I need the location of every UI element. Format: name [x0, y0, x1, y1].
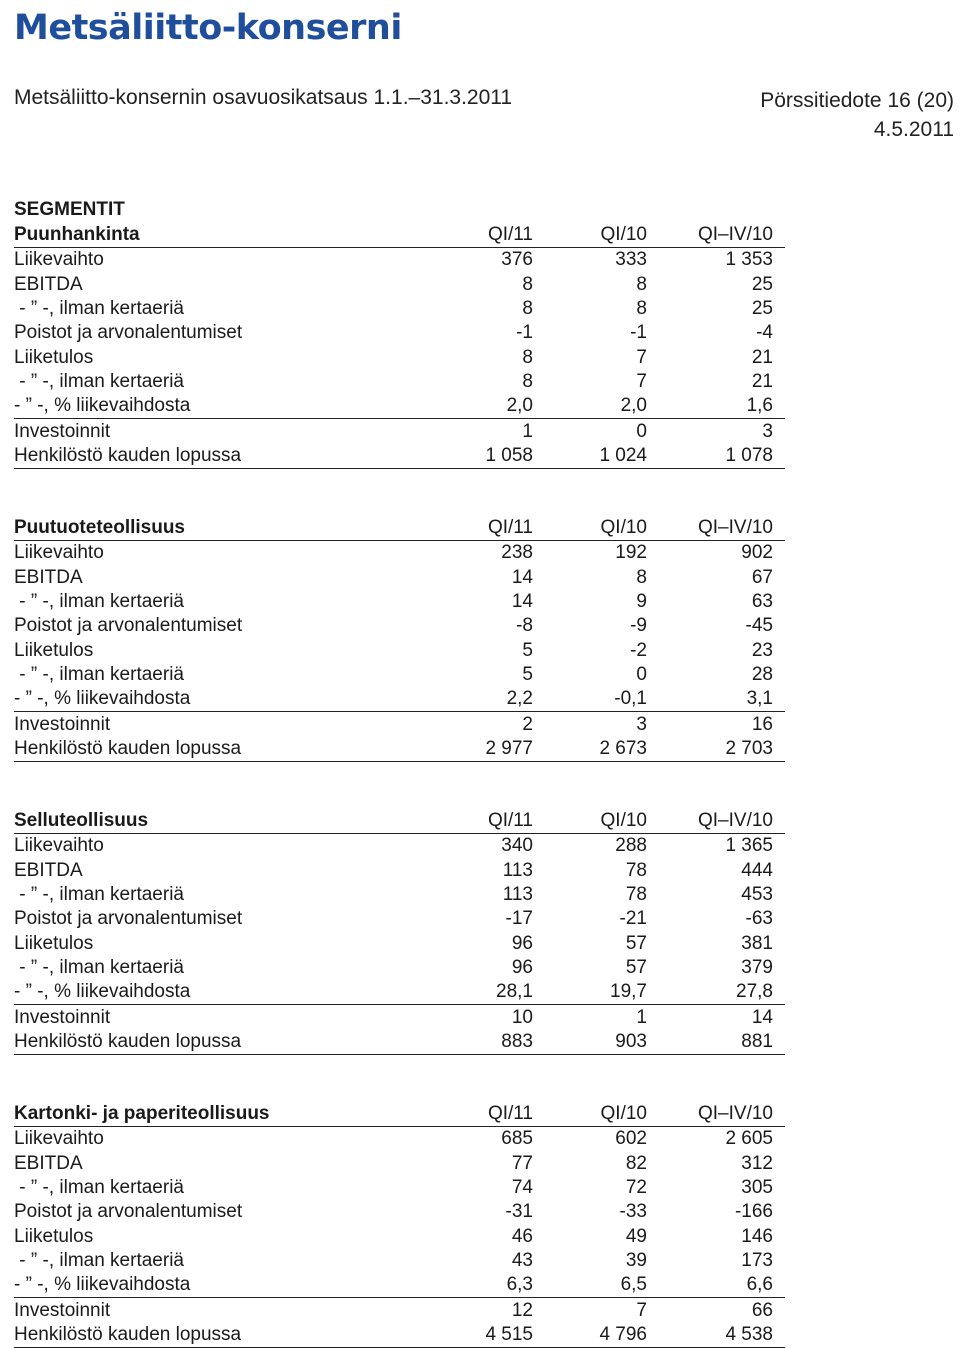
- table-row: [14, 273, 785, 297]
- cell-value: 21: [751, 370, 773, 392]
- cell-value: 4 796: [533, 1323, 647, 1348]
- table-row: [14, 1323, 785, 1348]
- table-row: [14, 687, 785, 712]
- row-label: Henkilöstö kauden lopussa: [14, 1030, 443, 1055]
- row-label: Investoinnit: [14, 420, 111, 442]
- table-header-row: [14, 809, 785, 834]
- cell-value: 113: [502, 884, 533, 906]
- segment-name: Selluteollisuus: [14, 809, 443, 834]
- cell-value: 238: [501, 542, 533, 564]
- table-row: [14, 566, 785, 590]
- row-label: - ” -, ilman kertaeriä: [14, 298, 184, 320]
- cell-value: 1: [522, 420, 533, 442]
- row-label: - ” -, % liikevaihdosta: [14, 394, 443, 419]
- cell-value: 8: [636, 273, 647, 295]
- cell-value: -1: [516, 322, 533, 344]
- table-row: [14, 883, 785, 907]
- cell-value: -0,1: [533, 687, 647, 712]
- table-row: [14, 931, 785, 955]
- cell-value: 14: [751, 1006, 773, 1028]
- cell-value: 6,5: [533, 1273, 647, 1298]
- table-row: [14, 590, 785, 614]
- table-header-row: [14, 516, 785, 541]
- row-label: Liikevaihto: [14, 1128, 104, 1150]
- cell-value: 376: [501, 249, 533, 271]
- cell-value: 192: [615, 542, 647, 564]
- table-row: [14, 1200, 785, 1224]
- cell-value: 381: [741, 932, 773, 954]
- cell-value: 881: [647, 1030, 785, 1055]
- row-label: Poistot ja arvonalentumiset: [14, 1201, 243, 1223]
- row-label: - ” -, % liikevaihdosta: [14, 687, 443, 712]
- column-header: QI/11: [443, 516, 533, 541]
- row-label: EBITDA: [14, 566, 83, 588]
- row-label: Investoinnit: [14, 1006, 111, 1028]
- table-row: [14, 1152, 785, 1176]
- column-header: QI–IV/10: [647, 809, 785, 834]
- cell-value: 96: [511, 932, 533, 954]
- cell-value: 57: [625, 956, 647, 978]
- cell-value: 3: [762, 420, 773, 442]
- cell-value: 46: [511, 1225, 533, 1247]
- table-row: [14, 1224, 785, 1248]
- row-label: - ” -, ilman kertaeriä: [14, 1249, 184, 1271]
- cell-value: 7: [636, 370, 647, 392]
- row-label: EBITDA: [14, 859, 83, 881]
- table-row: [14, 638, 785, 662]
- cell-value: 8: [636, 298, 647, 320]
- cell-value: 82: [625, 1152, 647, 1174]
- cell-value: -4: [756, 322, 773, 344]
- cell-value: 602: [615, 1128, 647, 1150]
- cell-value: -31: [505, 1201, 533, 1223]
- table-row: [14, 834, 785, 859]
- cell-value: 340: [501, 835, 533, 857]
- cell-value: 305: [741, 1177, 773, 1199]
- cell-value: 903: [533, 1030, 647, 1055]
- segment-name: Puunhankinta: [14, 223, 443, 248]
- column-header: QI/10: [533, 516, 647, 541]
- table-row: [14, 370, 785, 394]
- table-row: [14, 980, 785, 1005]
- table-row: [14, 1273, 785, 1298]
- row-label: Investoinnit: [14, 713, 111, 735]
- table-row: [14, 737, 785, 762]
- bulletin-date: 4.5.2011: [873, 118, 954, 141]
- segment-table: [14, 516, 785, 762]
- cell-value: 43: [511, 1249, 533, 1271]
- cell-value: 72: [625, 1177, 647, 1199]
- company-logo: Metsäliitto-konserni: [14, 8, 402, 48]
- column-header: QI–IV/10: [647, 1102, 785, 1127]
- cell-value: 1,6: [647, 394, 785, 419]
- table-row: [14, 859, 785, 883]
- cell-value: -2: [630, 639, 647, 661]
- cell-value: 453: [741, 884, 773, 906]
- cell-value: 12: [511, 1299, 533, 1321]
- cell-value: -63: [745, 908, 773, 930]
- row-label: - ” -, ilman kertaeriä: [14, 370, 184, 392]
- table-row: [14, 419, 785, 444]
- row-label: Liiketulos: [14, 1225, 94, 1247]
- cell-value: 77: [511, 1152, 533, 1174]
- row-label: - ” -, ilman kertaeriä: [14, 591, 184, 613]
- cell-value: 49: [625, 1225, 647, 1247]
- table-row: [14, 1176, 785, 1200]
- bulletin-info: [760, 86, 954, 144]
- cell-value: 25: [751, 273, 773, 295]
- cell-value: 6,3: [443, 1273, 533, 1298]
- table-header-row: [14, 223, 785, 248]
- table-row: [14, 541, 785, 566]
- cell-value: 8: [522, 346, 533, 368]
- row-label: - ” -, % liikevaihdosta: [14, 1273, 443, 1298]
- row-label: - ” -, ilman kertaeriä: [14, 956, 184, 978]
- cell-value: 25: [751, 298, 773, 320]
- cell-value: 379: [741, 956, 773, 978]
- table-row: [14, 1298, 785, 1323]
- cell-value: 2: [522, 713, 533, 735]
- cell-value: 883: [443, 1030, 533, 1055]
- table-row: [14, 1249, 785, 1273]
- row-label: Henkilöstö kauden lopussa: [14, 737, 443, 762]
- cell-value: 28: [751, 663, 773, 685]
- column-header: QI/11: [443, 809, 533, 834]
- row-label: Liikevaihto: [14, 542, 104, 564]
- cell-value: -33: [619, 1201, 647, 1223]
- cell-value: 39: [625, 1249, 647, 1271]
- cell-value: 0: [636, 420, 647, 442]
- cell-value: 2 605: [725, 1128, 773, 1150]
- row-label: Liiketulos: [14, 346, 94, 368]
- cell-value: -8: [516, 615, 533, 637]
- cell-value: 3: [636, 713, 647, 735]
- cell-value: 333: [615, 249, 647, 271]
- table-row: [14, 956, 785, 980]
- table-row: [14, 248, 785, 273]
- table-row: [14, 1030, 785, 1055]
- section-title: SEGMENTIT: [14, 199, 125, 220]
- cell-value: 3,1: [647, 687, 785, 712]
- segment-table: [14, 809, 785, 1055]
- cell-value: 14: [511, 591, 533, 613]
- cell-value: 2,2: [443, 687, 533, 712]
- cell-value: 78: [625, 884, 647, 906]
- cell-value: 902: [741, 542, 773, 564]
- cell-value: 5: [522, 639, 533, 661]
- column-header: QI–IV/10: [647, 223, 785, 248]
- cell-value: 6,6: [647, 1273, 785, 1298]
- cell-value: 8: [522, 370, 533, 392]
- row-label: Henkilöstö kauden lopussa: [14, 444, 443, 469]
- cell-value: 113: [502, 859, 533, 881]
- cell-value: 28,1: [443, 980, 533, 1005]
- cell-value: -9: [630, 615, 647, 637]
- report-title: Metsäliitto-konsernin osavuosikatsaus 1.1.–31.3.2011: [14, 86, 513, 109]
- cell-value: 444: [741, 859, 773, 881]
- table-row: [14, 712, 785, 737]
- bulletin-number: Pörssitiedote 16 (20): [760, 89, 954, 112]
- cell-value: 27,8: [647, 980, 785, 1005]
- cell-value: 8: [636, 566, 647, 588]
- table-row: [14, 663, 785, 687]
- row-label: Liiketulos: [14, 639, 94, 661]
- cell-value: 4 538: [647, 1323, 785, 1348]
- cell-value: -21: [619, 908, 647, 930]
- table-row: [14, 297, 785, 321]
- segment-table: [14, 223, 785, 469]
- column-header: QI–IV/10: [647, 516, 785, 541]
- cell-value: 78: [625, 859, 647, 881]
- row-label: - ” -, ilman kertaeriä: [14, 884, 184, 906]
- row-label: - ” -, % liikevaihdosta: [14, 980, 443, 1005]
- cell-value: 146: [741, 1225, 773, 1247]
- cell-value: 2,0: [533, 394, 647, 419]
- row-label: - ” -, ilman kertaeriä: [14, 663, 184, 685]
- cell-value: 0: [636, 663, 647, 685]
- segment-table: [14, 1102, 785, 1348]
- cell-value: 57: [625, 932, 647, 954]
- cell-value: 8: [522, 298, 533, 320]
- cell-value: 19,7: [533, 980, 647, 1005]
- row-label: Liikevaihto: [14, 249, 104, 271]
- cell-value: 2 703: [647, 737, 785, 762]
- cell-value: 7: [636, 1299, 647, 1321]
- cell-value: 4 515: [443, 1323, 533, 1348]
- table-row: [14, 345, 785, 369]
- cell-value: -166: [734, 1201, 773, 1223]
- cell-value: 1 353: [725, 249, 773, 271]
- cell-value: 10: [511, 1006, 533, 1028]
- row-label: Liiketulos: [14, 932, 94, 954]
- column-header: QI/10: [533, 809, 647, 834]
- row-label: Henkilöstö kauden lopussa: [14, 1323, 443, 1348]
- table-header-row: [14, 1102, 785, 1127]
- row-label: Poistot ja arvonalentumiset: [14, 615, 243, 637]
- cell-value: 23: [751, 639, 773, 661]
- column-header: QI/10: [533, 1102, 647, 1127]
- cell-value: -17: [505, 908, 533, 930]
- cell-value: 685: [501, 1128, 533, 1150]
- cell-value: 21: [751, 346, 773, 368]
- row-label: EBITDA: [14, 273, 83, 295]
- cell-value: 66: [751, 1299, 773, 1321]
- cell-value: 2 673: [533, 737, 647, 762]
- cell-value: 7: [636, 346, 647, 368]
- table-row: [14, 1005, 785, 1030]
- table-row: [14, 907, 785, 931]
- table-row: [14, 394, 785, 419]
- cell-value: 2,0: [443, 394, 533, 419]
- cell-value: -45: [745, 615, 773, 637]
- table-row: [14, 321, 785, 345]
- table-row: [14, 444, 785, 469]
- cell-value: 1: [636, 1006, 647, 1028]
- column-header: QI/11: [443, 1102, 533, 1127]
- cell-value: 288: [615, 835, 647, 857]
- cell-value: 8: [522, 273, 533, 295]
- cell-value: 1 058: [443, 444, 533, 469]
- column-header: QI/10: [533, 223, 647, 248]
- row-label: Poistot ja arvonalentumiset: [14, 322, 243, 344]
- row-label: - ” -, ilman kertaeriä: [14, 1177, 184, 1199]
- cell-value: 14: [511, 566, 533, 588]
- cell-value: 1 078: [647, 444, 785, 469]
- cell-value: 1 365: [725, 835, 773, 857]
- cell-value: -1: [630, 322, 647, 344]
- row-label: Investoinnit: [14, 1299, 111, 1321]
- table-row: [14, 1127, 785, 1152]
- cell-value: 1 024: [533, 444, 647, 469]
- cell-value: 312: [741, 1152, 773, 1174]
- row-label: EBITDA: [14, 1152, 83, 1174]
- cell-value: 173: [741, 1249, 773, 1271]
- row-label: Poistot ja arvonalentumiset: [14, 908, 243, 930]
- cell-value: 2 977: [443, 737, 533, 762]
- segment-name: Puutuoteteollisuus: [14, 516, 443, 541]
- cell-value: 16: [751, 713, 773, 735]
- column-header: QI/11: [443, 223, 533, 248]
- cell-value: 9: [636, 591, 647, 613]
- cell-value: 63: [751, 591, 773, 613]
- segment-name: Kartonki- ja paperiteollisuus: [14, 1102, 443, 1127]
- row-label: Liikevaihto: [14, 835, 104, 857]
- cell-value: 67: [751, 566, 773, 588]
- cell-value: 96: [511, 956, 533, 978]
- cell-value: 5: [522, 663, 533, 685]
- cell-value: 74: [511, 1177, 533, 1199]
- table-row: [14, 614, 785, 638]
